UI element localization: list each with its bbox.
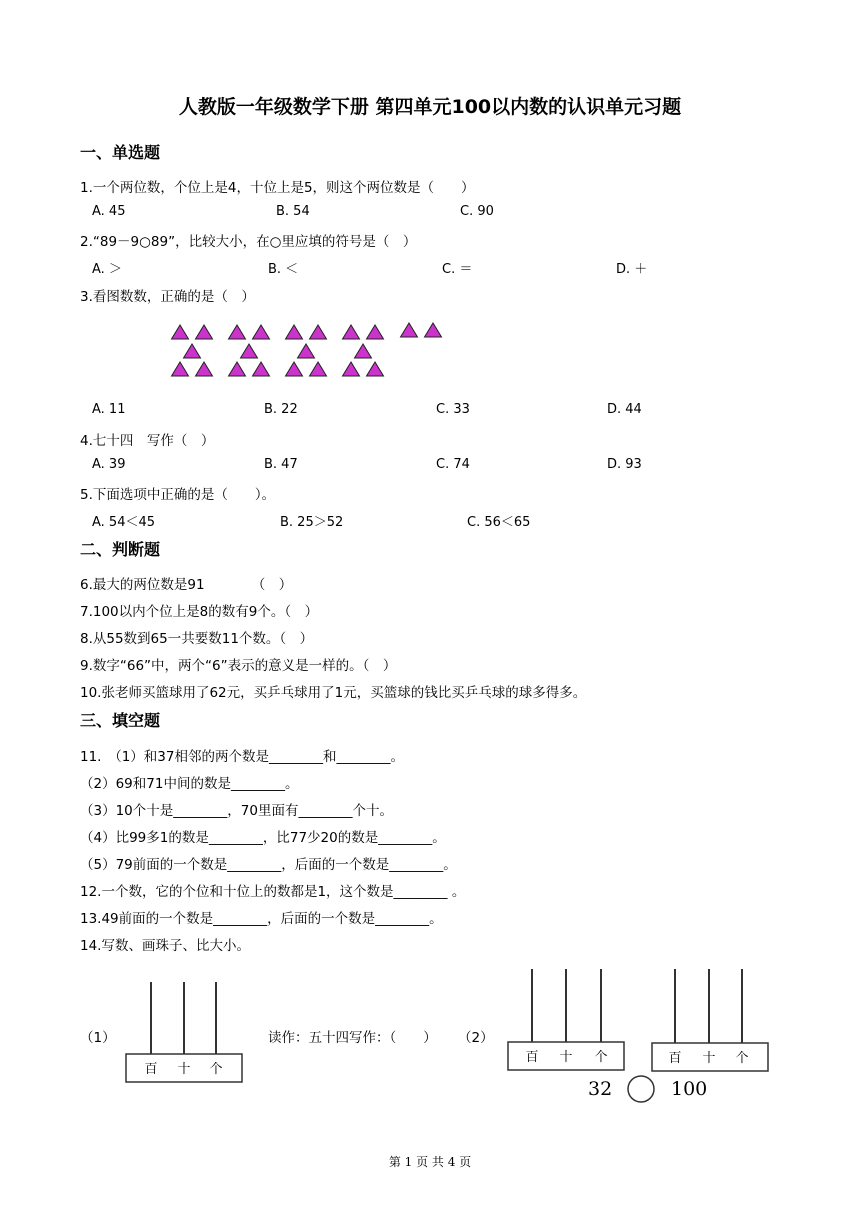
question-1: 1.一个两位数，个位上是4，十位上是5，则这个两位数是（ ） xyxy=(80,180,475,196)
q3-option-c[interactable]: C. 33 xyxy=(436,402,470,417)
question-8: 8.从55数到65一共要数11个数。（ ） xyxy=(80,631,314,647)
abacus-3 xyxy=(648,965,773,1077)
triangle-19 xyxy=(343,362,360,376)
triangle-10 xyxy=(253,362,270,376)
q3-option-a[interactable]: A. 11 xyxy=(92,402,126,417)
question-12: 12.一个数，它的个位和十位上的数都是1，这个数是________ 。 xyxy=(80,884,466,900)
triangle-18 xyxy=(355,344,372,358)
triangle-16 xyxy=(343,325,360,339)
q2-option-c[interactable]: C. ＝ xyxy=(442,262,473,277)
abacus-3-label-ones: 个 xyxy=(735,1051,749,1066)
question-11-3: （3）10个十是________，70里面有________个十。 xyxy=(80,803,393,819)
compare-left-number: 32 xyxy=(588,1078,613,1100)
question-11-2: （2）69和71中间的数是________。 xyxy=(80,776,299,792)
triangle-15 xyxy=(310,362,327,376)
compare-right-number: 100 xyxy=(671,1078,708,1100)
triangle-20 xyxy=(367,362,384,376)
triangle-12 xyxy=(310,325,327,339)
q1-option-c[interactable]: C. 90 xyxy=(460,204,494,219)
question-5: 5.下面选项中正确的是（ ）。 xyxy=(80,487,276,503)
q5-option-c[interactable]: C. 56＜65 xyxy=(467,515,531,530)
abacus-2 xyxy=(505,965,630,1077)
abacus-2-label-ones: 个 xyxy=(594,1050,608,1065)
triangle-groups-figure xyxy=(0,0,860,400)
question-11-5: （5）79前面的一个数是________，后面的一个数是________。 xyxy=(80,857,457,873)
abacus-2-label-tens: 十 xyxy=(559,1050,573,1065)
q14-part2-label: （2） xyxy=(458,1030,494,1046)
q4-option-d[interactable]: D. 93 xyxy=(607,457,642,472)
question-11-1: 11. （1）和37相邻的两个数是________和________。 xyxy=(80,749,404,765)
triangle-6 xyxy=(229,325,246,339)
triangle-5 xyxy=(196,362,213,376)
question-14: 14.写数、画珠子、比大小。 xyxy=(80,938,250,954)
question-3: 3.看图数数，正确的是（ ） xyxy=(80,289,255,305)
q2-option-a[interactable]: A. ＞ xyxy=(92,262,122,277)
abacus-1-label-ones: 个 xyxy=(209,1062,223,1077)
triangle-7 xyxy=(253,325,270,339)
question-4: 4.七十四 写作（ ） xyxy=(80,433,215,449)
compare-circle[interactable] xyxy=(626,1074,658,1106)
q1-option-a[interactable]: A. 45 xyxy=(92,204,126,219)
q14-part1-text: 读作：五十四写作：（ ） xyxy=(268,1030,437,1046)
triangle-8 xyxy=(241,344,258,358)
page-footer: 第 1 页 共 4 页 xyxy=(388,1155,472,1169)
triangle-11 xyxy=(286,325,303,339)
question-9: 9.数字“66”中，两个“6”表示的意义是一样的。（ ） xyxy=(80,658,397,674)
triangle-17 xyxy=(367,325,384,339)
question-11-4: （4）比99多1的数是________，比77少20的数是________。 xyxy=(80,830,446,846)
abacus-2-label-hundreds: 百 xyxy=(525,1050,539,1065)
question-6: 6.最大的两位数是91 （ ） xyxy=(80,577,293,593)
q2-option-d[interactable]: D. ＋ xyxy=(616,262,648,277)
q3-option-b[interactable]: B. 22 xyxy=(264,402,298,417)
q14-part1-label: （1） xyxy=(80,1030,116,1046)
section-heading-fill: 三、填空题 xyxy=(80,711,161,730)
triangle-3 xyxy=(184,344,201,358)
q4-option-a[interactable]: A. 39 xyxy=(92,457,126,472)
triangle-14 xyxy=(286,362,303,376)
question-7: 7.100以内个位上是8的数有9个。（ ） xyxy=(80,604,319,620)
q1-option-b[interactable]: B. 54 xyxy=(276,204,310,219)
abacus-3-label-tens: 十 xyxy=(702,1051,716,1066)
triangle-2 xyxy=(196,325,213,339)
triangle-9 xyxy=(229,362,246,376)
triangle-22 xyxy=(425,323,442,337)
abacus-1 xyxy=(120,978,250,1090)
question-10: 10.张老师买篮球用了62元，买乒乓球用了1元，买篮球的钱比买乒乓球的球多得多。 xyxy=(80,685,587,701)
q4-option-b[interactable]: B. 47 xyxy=(264,457,298,472)
q5-option-a[interactable]: A. 54＜45 xyxy=(92,515,156,530)
q3-option-d[interactable]: D. 44 xyxy=(607,402,642,417)
triangle-13 xyxy=(298,344,315,358)
section-heading-judge: 二、判断题 xyxy=(80,540,161,559)
triangle-4 xyxy=(172,362,189,376)
abacus-1-label-tens: 十 xyxy=(177,1062,191,1077)
abacus-1-label-hundreds: 百 xyxy=(144,1062,158,1077)
section-heading-single-choice: 一、单选题 xyxy=(80,143,161,162)
question-2: 2.“89－9○89”，比较大小，在○里应填的符号是（ ） xyxy=(80,234,417,250)
page-title: 人教版一年级数学下册 第四单元100以内数的认识单元习题 xyxy=(178,96,682,118)
triangle-1 xyxy=(172,325,189,339)
q2-option-b[interactable]: B. ＜ xyxy=(268,262,299,277)
q5-option-b[interactable]: B. 25＞52 xyxy=(280,515,344,530)
triangle-21 xyxy=(401,323,418,337)
q4-option-c[interactable]: C. 74 xyxy=(436,457,470,472)
abacus-3-label-hundreds: 百 xyxy=(668,1051,682,1066)
question-13: 13.49前面的一个数是________，后面的一个数是________。 xyxy=(80,911,443,927)
